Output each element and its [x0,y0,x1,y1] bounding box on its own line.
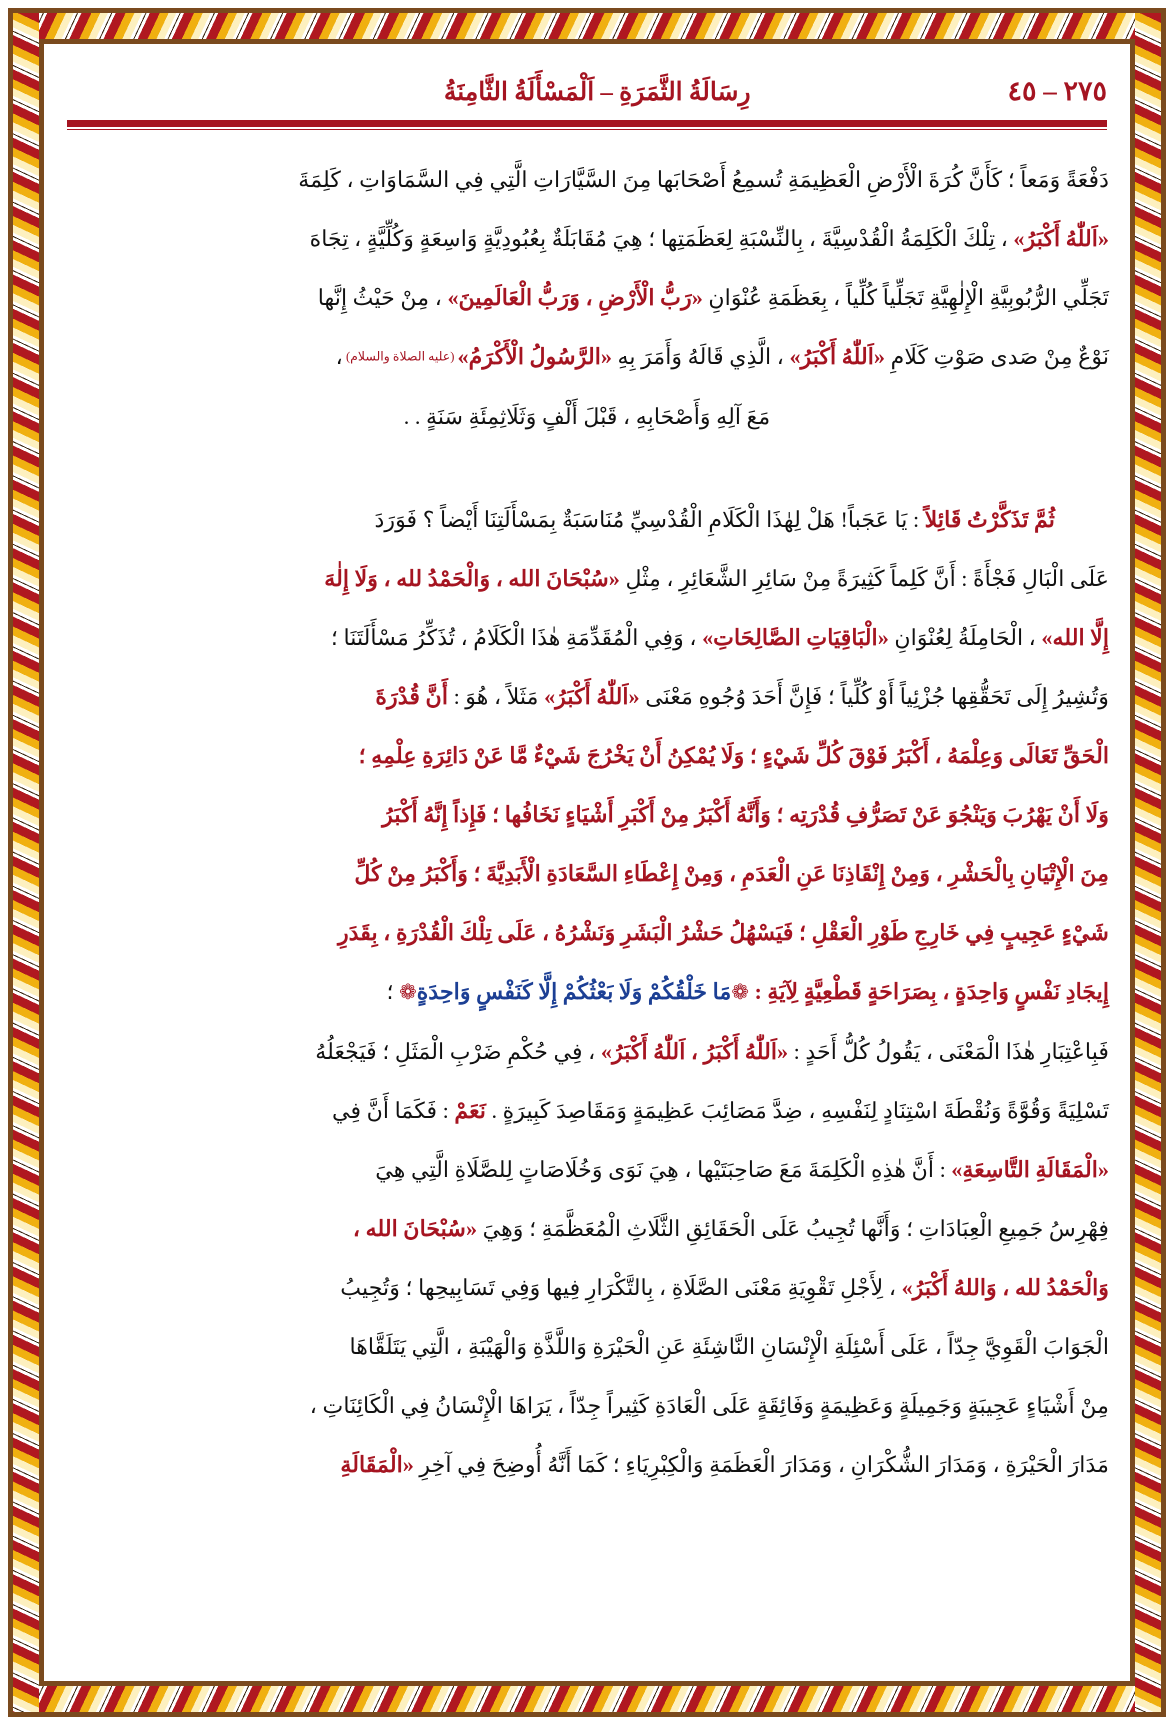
ornament-band-left [13,13,39,1712]
text-span-plain: : أَنَّ هٰذِهِ الْكَلِمَةَ مَعَ صَاحِبَتَيْها ، هِيَ نَوَى وَخُلَاصَاتٍ لِلصَّلَاةِ الَّتِي هِيَ [375,1156,952,1182]
text-span-bold-red: الْحَقِّ تَعَالَى وَعِلْمَهُ ، أَكْبَرُ فَوْقَ كُلِّ شَيْءٍ ؛ وَلَا يُمْكِنُ أَنْ يَخْرُجَ شَيْءٌ مَّا عَنْ دَائِرَةِ عِلْمِهِ ؛ [358,742,1109,768]
text-span-plain: الْجَوَابَ الْقَوِيَّ جِدّاً ، عَلَى أَسْئِلَةِ الْإِنْسَانِ النَّاشِئَةِ عَنِ الْحَيْرَةِ وَاللَّذَّةِ وَالْهَيْبَةِ ، الَّتِي يَتَلَقَّاهَا [349,1333,1109,1359]
page-content [55,52,1119,1673]
text-span-bold-red: «الْبَاقِيَاتِ الصَّالِحَاتِ» [702,624,889,650]
text-span-plain: ؛ [386,978,400,1004]
text-line [65,490,1109,549]
text-span-bold-red: «اَللّٰهُ أَكْبَرُ» [544,683,640,709]
text-span-bold-red: «الرَّسُولُ الْأَكْرَمُ» [457,344,612,369]
text-span-ayah-mark: ❁ [399,979,417,1004]
text-line [65,608,1109,667]
text-span-bold-red: وَالْحَمْدُ لله ، وَاللهُ أَكْبَرُ» [901,1274,1109,1300]
text-line [65,785,1109,844]
text-span-plain: ، تِلْكَ الْكَلِمَةُ الْقُدْسِيَّةَ ، بِالنِّسْبَةِ لِعَظَمَتِها ؛ هِيَ مُقَابَلَةٌ بِعُبُودِيَّةٍ وَاسِعَةٍ وَكُلِّيَّةٍ ، تِجَاهَ [309,226,1014,251]
text-span-honorific: (عليه الصلاة والسلام) [342,349,458,364]
text-span-bold-red: ثُمَّ تَذَكَّرْتُ قَائِلاً [924,506,1055,532]
ornament-band-bottom [13,1686,1161,1712]
paragraph-gap [65,446,1109,490]
text-line [65,327,1109,387]
text-line [65,962,1109,1022]
text-span-plain: تَسْلِيَةً وَقُوَّةً وَنُقْطَةَ اسْتِنَادٍ لِنَفْسِهِ ، ضِدَّ مَصَائِبَ عَظِيمَةٍ وَمَقَاصِدَ كَبِيرَةٍ . [485,1097,1109,1123]
text-line [65,268,1109,327]
text-span-plain: وَتُشِيرُ إِلَى تَحَقُّقِها جُزْئِياً أَوْ كُلِّياً ؛ فَإِنَّ أَحَدَ وُجُوهِ مَعْنَى [639,683,1109,709]
text-span-bold-red: إِيجَادِ نَفْسٍ وَاحِدَةٍ ، بِصَرَاحَةٍ قَطْعِيَّةٍ لِآيَةِ : [748,978,1109,1004]
text-span-plain: ، الْحَامِلَةُ لِعُنْوَانِ [888,624,1042,650]
text-line [65,1022,1109,1081]
text-line [65,1376,1109,1435]
text-span-plain: تَجَلِّي الرُّبُوبِيَّةِ الْإِلٰهِيَّةِ تَجَلِّياً كُلِّياً ، بِعَظَمَةِ عُنْوَانِ [702,285,1109,310]
text-span-plain: ، مِنْ حَيْثُ إِنَّها [317,285,448,310]
divider-thick-rule [67,120,1107,127]
text-line [65,844,1109,903]
page-title: رِسَالَةُ الثَّمَرَةِ – اَلْمَسْأَلَةُ الثَّامِنَةُ [443,79,751,106]
text-span-plain: ، فِي حُكْمِ ضَرْبِ الْمَثَلِ ؛ فَيَجْعَلُهُ [315,1038,601,1064]
text-line [65,1258,1109,1317]
text-line [65,387,1109,446]
text-span-bold-red: «الْمَقَالَةِ التَّاسِعَةِ» [951,1156,1109,1182]
ornament-band-right [1135,13,1161,1712]
text-span-plain: عَلَى الْبَالِ فَجْأَةً : أَنَّ كَلِماً كَثِيرَةً مِنْ سَائِرِ الشَّعَائِرِ ، مِثْلِ [619,565,1109,591]
text-span-plain: دَفْعَةً وَمَعاً ؛ كَأَنَّ كُرَةَ الْأَرْضِ الْعَظِيمَةِ تُسمِعُ أَصْحَابَها مِنَ السَّيَّارَاتِ الَّتِي فِي السَّمَاوَاتِ ، كَلِمَةَ [298,167,1109,192]
text-span-plain: فَبِاعْتِبَارِ هٰذَا الْمَعْنَى ، يَقُولُ كُلُّ أَحَدٍ : [788,1038,1109,1064]
text-span-bold-red: مِنَ الْإِتْيَانِ بِالْحَشْرِ ، وَمِنْ إِنْقَاذِنَا عَنِ الْعَدَمِ ، وَمِنْ إِعْطَاءِ السَّعَادَةِ الْأَبَدِيَّةَ ؛ وَأَكْبَرُ مِنْ كُلِّ [354,860,1109,886]
text-line [65,209,1109,268]
text-span-bold-red: «اَللّٰهُ أَكْبَرُ ، اَللّٰهُ أَكْبَرُ» [600,1038,789,1064]
text-line [65,1199,1109,1258]
text-line [65,150,1109,209]
paragraph [65,150,1109,446]
text-span-bold-red: «سُبْحَانَ الله ، [352,1215,478,1241]
text-span-plain: : يَا عَجَباً! هَلْ لِهٰذَا الْكَلَامِ الْقُدْسِيِّ مُنَاسَبَةٌ بِمَسْأَلَتِنَا أَيْضاً ؟ فَوَرَدَ [374,506,925,532]
text-span-plain: نَوْعٌ مِنْ صَدى صَوْتِ كَلَامِ [885,344,1109,369]
text-line [65,1435,1109,1494]
text-span-plain: : فَكَمَا أَنَّ فِي [331,1097,455,1123]
text-line [65,903,1109,962]
paragraph [65,490,1109,1494]
text-span-bold-red: شَيْءٍ عَجِيبٍ فِي خَارِجِ طَوْرِ الْعَقْلِ ؛ فَيَسْهُلُ حَشْرُ الْبَشَرِ وَنَشْرُهُ ، عَلَى تِلْكَ الْقُدْرَةِ ، بِقَدَرِ [337,919,1109,945]
body-text [61,150,1113,1494]
text-span-bold-red: إِلَّا الله» [1041,624,1109,650]
text-span-bold-red: «اَللّٰهُ أَكْبَرُ» [1013,226,1109,251]
text-span-plain: مَثَلاً ، هُوَ : [448,683,545,709]
text-span-bold-red: أَنَّ قُدْرَةَ [375,683,449,709]
text-span-plain: مَدَارَ الْحَيْرَةِ ، وَمَدَارَ الشُّكْرَانِ ، وَمَدَارَ الْعَظَمَةِ وَالْكِبْرِيَاءِ ؛ كَمَا أَنَّهُ أُوضِحَ فِي آخِرِ [413,1451,1109,1477]
text-span-plain: ، الَّذِي قَالَهُ وَأَمَرَ بِهِ [611,344,790,369]
text-span-bold-red: «الْمَقَالَةِ [340,1451,414,1477]
text-span-quran-blue: مَا خَلْقُكُمْ وَلَا بَعْثُكُمْ إِلَّا كَنَفْسٍ وَاحِدَةٍ [416,978,732,1004]
text-line [65,726,1109,785]
text-line [65,1140,1109,1199]
text-span-bold-red: «اَللّٰهُ أَكْبَرُ» [789,344,886,369]
page-number: ٢٧٥ – ٤٥ [1007,76,1107,106]
text-span-plain: ، وَفِي الْمُقَدِّمَةِ هٰذَا الْكَلَامُ ، تُذَكِّرُ مَسْأَلَتَنَا ؛ [330,624,703,650]
text-line [65,667,1109,726]
text-span-plain: مِنْ أَشْيَاءٍ عَجِيبَةٍ وَجَمِيلَةٍ وَعَظِيمَةٍ وَفَائِقَةٍ عَلَى الْعَادَةِ كَثِيراً جِدّاً ، يَرَاهَا الْإِنْسَانُ فِي الْكَائِنَاتِ ، [309,1392,1109,1418]
text-span-ayah-mark: ❁ [731,979,749,1004]
text-span-bold-red: «رَبُّ الْأَرْضِ ، وَرَبُّ الْعَالَمِينَ» [447,285,703,310]
text-span-bold-red: «سُبْحَانَ الله ، وَالْحَمْدُ لله ، وَلَا إِلٰهَ [324,565,620,591]
text-line [65,1081,1109,1140]
text-span-bold-red: نَعَمْ [454,1097,486,1123]
text-span-bold-red: وَلَا أَنْ يَهْرُبَ وَيَنْجُوَ عَنْ تَصَرُّفِ قُدْرَتِه ؛ وَأَنَّهُ أَكْبَرُ مِنْ أَكْبَرِ أَشْيَاءٍ نَخَافُها ؛ فَإِذاً إِنَّهُ أَكْبَرُ [382,801,1109,827]
divider-thin-rule [67,129,1107,130]
text-span-plain: فِهْرِسُ جَمِيعِ الْعِبَادَاتِ ؛ وَأَنَّها تُجِيبُ عَلَى الْحَقَائِقِ الثَّلَاثِ الْمُعَظَّمَةِ ؛ وَهِيَ [477,1215,1109,1241]
page-header [61,52,1113,114]
header-divider [67,120,1107,130]
text-span-plain: ، [335,344,343,369]
text-span-plain: مَعَ آلِهِ وَأَصْحَابِهِ ، قَبْلَ أَلْفٍ وَثَلَاثِمِئَةِ سَنَةٍ . . [403,403,771,429]
ornament-band-top [13,13,1161,39]
text-line [65,1317,1109,1376]
text-line [65,549,1109,608]
text-span-plain: ، لِأَجْلِ تَقْوِيَةِ مَعْنَى الصَّلَاةِ ، بِالتَّكْرَارِ فِيها وَفِي تَسَابِيحِها ؛ وَتُجِيبُ [340,1274,902,1300]
